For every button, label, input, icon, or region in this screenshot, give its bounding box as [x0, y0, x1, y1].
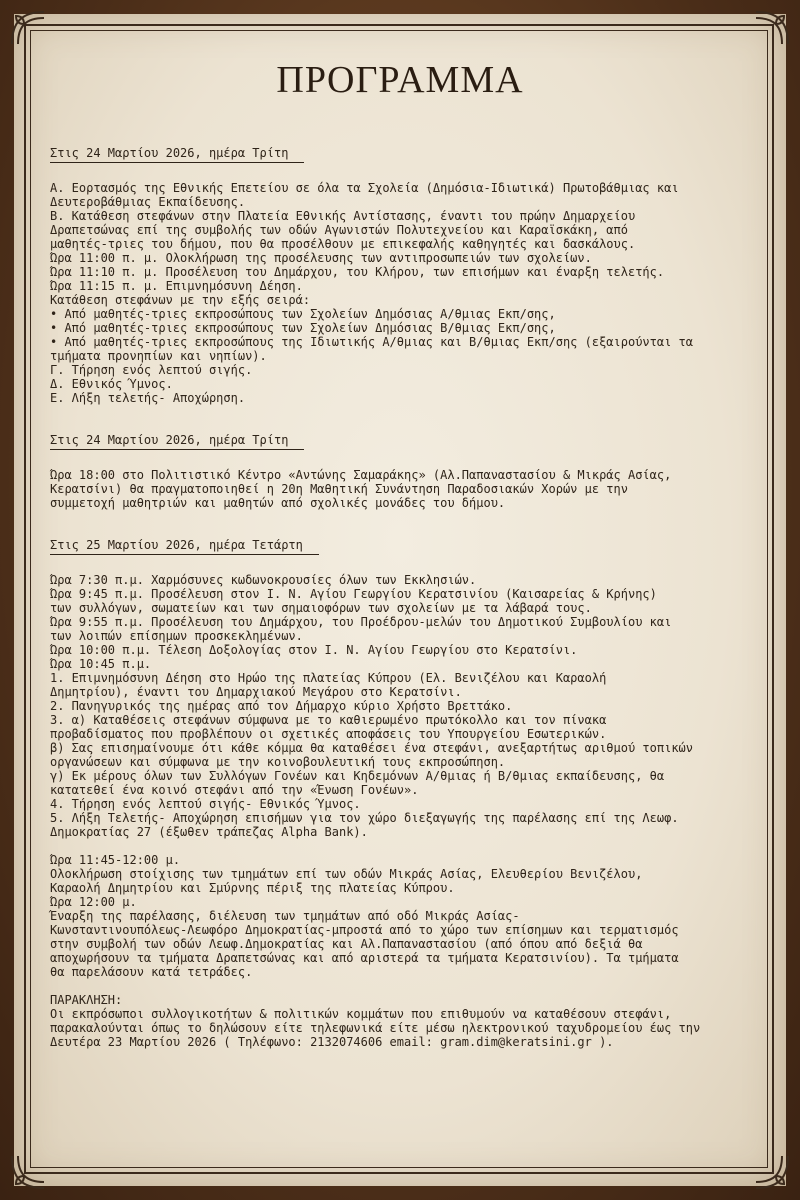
text-line: β) Σας επισημαίνουμε ότι κάθε κόμμα θα καταθέσει ένα στεφάνι, ανεξαρτήτως αριθμού τοπικών [50, 741, 693, 755]
text-line: αποχωρήσουν τα τμήματα Δραπετσώνας και από αριστερά τα τμήματα Κερατσινίου). Τα τμήματα [50, 951, 679, 965]
text-line: Ώρα 18:00 στο Πολιτιστικό Κέντρο «Αντώνης Σαμαράκης» (Αλ.Παπαναστασίου & Μικράς Ασίας, [50, 468, 672, 482]
text-line: μαθητές-τριες του δήμου, που θα προσέλθουν με επικεφαλής καθηγητές και δασκάλους. [50, 237, 636, 251]
text-line: 4. Τήρηση ενός λεπτού σιγής- Εθνικός Ύμνος. [50, 797, 361, 811]
text-line: Ώρα 9:45 π.μ. Προσέλευση στον Ι. Ν. Αγίου Γεωργίου Κερατσινίου (Καισαρείας & Κρήνης) [50, 587, 657, 601]
text-line: 5. Λήξη Τελετής- Αποχώρηση επισήμων για τον χώρο διεξαγωγής της παρέλασης επί της Λεωφ. [50, 811, 679, 825]
text-line: Δημοκρατίας 27 (έξωθεν τράπεζας Alpha Bank). [50, 825, 368, 839]
corner-ornament-icon [8, 1152, 48, 1192]
text-line: Κωνσταντινουπόλεως-Λεωφόρο Δημοκρατίας-μπροστά από το χώρο των επίσημων και τερματισμός [50, 923, 679, 937]
text-line: 2. Πανηγυρικός της ημέρας από τον Δήμαρχο κύριο Χρήστο Βρεττάκο. [50, 699, 513, 713]
section-body [50, 573, 755, 979]
text-line: Ώρα 10:45 π.μ. [50, 657, 152, 671]
text-line: 3. α) Καταθέσεις στεφάνων σύμφωνα με το καθιερωμένο πρωτόκολλο και τον πίνακα [50, 713, 607, 727]
text-line: Α. Εορτασμός της Εθνικής Επετείου σε όλα τα Σχολεία (Δημόσια-Ιδιωτικά) Πρωτοβάθμιας και [50, 181, 679, 195]
notice-label: ΠΑΡΑΚΛΗΣΗ: [50, 993, 123, 1007]
text-line: Έναρξη της παρέλασης, διέλευση των τμημάτων από οδό Μικράς Ασίας- [50, 909, 520, 923]
notice-contact-line: Δευτέρα 23 Μαρτίου 2026 ( Τηλέφωνο: 2132074606 email: gram.dim@keratsini.gr ). [50, 1035, 614, 1049]
corner-ornament-icon [752, 8, 792, 48]
page-title: ΠΡΟΓΡΑΜΜΑ [276, 59, 524, 101]
text-line: παρακαλούνται όπως το δηλώσουν είτε τηλεφωνικά είτε μέσω ηλεκτρονικού ταχυδρομείου έως την [50, 1021, 701, 1035]
section-march25 [50, 538, 755, 979]
section-heading: Στις 24 Μαρτίου 2026, ημέρα Τρίτη [50, 146, 304, 163]
text-line: Κατάθεση στεφάνων με την εξής σειρά: [50, 293, 311, 307]
text-line: θα παρελάσουν κατά τετράδες. [50, 965, 253, 979]
text-line: κατατεθεί ένα κοινό στεφάνι από την «Ένωση Γονέων». [50, 783, 419, 797]
text-line: Ολοκλήρωση στοίχισης των τμημάτων επί των οδών Μικράς Ασίας, Ελευθερίου Βενιζέλου, [50, 867, 643, 881]
text-line: Ώρα 12:00 μ. [50, 895, 137, 909]
corner-ornament-icon [8, 8, 48, 48]
text-line: προβαδίσματος που προβλέπουν οι σχετικές αποφάσεις του Υπουργείου Εσωτερικών. [50, 727, 607, 741]
text-line: τμήματα προνηπίων και νηπίων). [50, 349, 267, 363]
text-line: των λοιπών επίσημων προσκεκλημένων. [50, 629, 303, 643]
text-line: Ώρα 10:00 π.μ. Τέλεση Δοξολογίας στον Ι. Ν. Αγίου Γεωργίου στο Κερατσίνι. [50, 643, 578, 657]
text-line: γ) Εκ μέρους όλων των Συλλόγων Γονέων και Κηδεμόνων Α/θμιας ή Β/θμιας εκπαίδευσης, θα [50, 769, 665, 783]
text-line: • Από μαθητές-τριες εκπροσώπους της Ιδιωτικής Α/θμιας και Β/θμιας Εκπ/σης (εξαιρούνται τα [50, 335, 693, 349]
text-line: Ώρα 11:00 π. μ. Ολοκλήρωση της προσέλευσης των αντιπροσωπειών των σχολείων. [50, 251, 592, 265]
text-line: Δραπετσώνας επί της συμβολής των οδών Αγωνιστών Πολυτεχνείου και Καραϊσκάκη, από [50, 223, 628, 237]
section-heading: Στις 25 Μαρτίου 2026, ημέρα Τετάρτη [50, 538, 319, 555]
text-line: Δευτεροβάθμιας Εκπαίδευσης. [50, 195, 246, 209]
text-line: 1. Επιμνημόσυνη Δέηση στο Ηρώο της πλατείας Κύπρου (Ελ. Βενιζέλου και Καραολή [50, 671, 607, 685]
text-line: συμμετοχή μαθητριών και μαθητών από σχολικές μονάδες του δήμου. [50, 496, 506, 510]
text-line: Οι εκπρόσωποι συλλογικοτήτων & πολιτικών κομμάτων που επιθυμούν να καταθέσουν στεφάνι, [50, 1007, 672, 1021]
text-line: Ώρα 11:15 π. μ. Επιμνημόσυνη Δέηση. [50, 279, 303, 293]
section-heading: Στις 24 Μαρτίου 2026, ημέρα Τρίτη [50, 433, 304, 450]
corner-ornament-icon [752, 1152, 792, 1192]
text-line: Ε. Λήξη τελετής- Αποχώρηση. [50, 391, 246, 405]
text-line: στην συμβολή των οδών Λεωφ.Δημοκρατίας και Αλ.Παπαναστασίου (από όπου από δεξιά θα [50, 937, 643, 951]
text-line: Β. Κατάθεση στεφάνων στην Πλατεία Εθνικής Αντίστασης, έναντι του πρώην Δημαρχείου [50, 209, 636, 223]
text-line: Κερατσίνι) θα πραγματοποιηθεί η 20η Μαθητική Συνάντηση Παραδοσιακών Χορών με την [50, 482, 628, 496]
text-line: Ώρα 11:10 π. μ. Προσέλευση του Δημάρχου, του Κλήρου, των επισήμων και έναρξη τελετής. [50, 265, 665, 279]
text-line: Γ. Τήρηση ενός λεπτού σιγής. [50, 363, 253, 377]
text-line: Δημητρίου), έναντι του Δημαρχιακού Μεγάρου στο Κερατσίνι. [50, 685, 462, 699]
text-line: Ώρα 7:30 π.μ. Χαρμόσυνες κωδωνοκρουσίες όλων των Εκκλησιών. [50, 573, 477, 587]
section-march24-morning [50, 146, 755, 405]
text-line: οργανώσεων και σύμφωνα με την κοινοβουλευτική τους εκπροσώπηση. [50, 755, 506, 769]
section-body [50, 181, 755, 405]
text-line: των συλλόγων, σωματείων και των σημαιοφόρων των σχολείων με τα λάβαρά τους. [50, 601, 592, 615]
section-march24-evening [50, 433, 755, 510]
notice-block [50, 993, 755, 1049]
text-line: Ώρα 9:55 π.μ. Προσέλευση του Δημάρχου, του Προέδρου-μελών του Δημοτικού Συμβουλίου και [50, 615, 672, 629]
program-content [50, 146, 755, 1049]
section-body [50, 468, 755, 510]
text-line: • Από μαθητές-τριες εκπροσώπους των Σχολείων Δημόσιας Β/θμιας Εκπ/σης, [50, 321, 556, 335]
text-line: • Από μαθητές-τριες εκπροσώπους των Σχολείων Δημόσιας Α/θμιας Εκπ/σης, [50, 307, 556, 321]
text-line: Καραολή Δημητρίου και Σμύρνης πέριξ της πλατείας Κύπρου. [50, 881, 455, 895]
text-line: Ώρα 11:45-12:00 μ. [50, 853, 181, 867]
spacer [50, 839, 755, 853]
text-line: Δ. Εθνικός Ύμνος. [50, 377, 173, 391]
